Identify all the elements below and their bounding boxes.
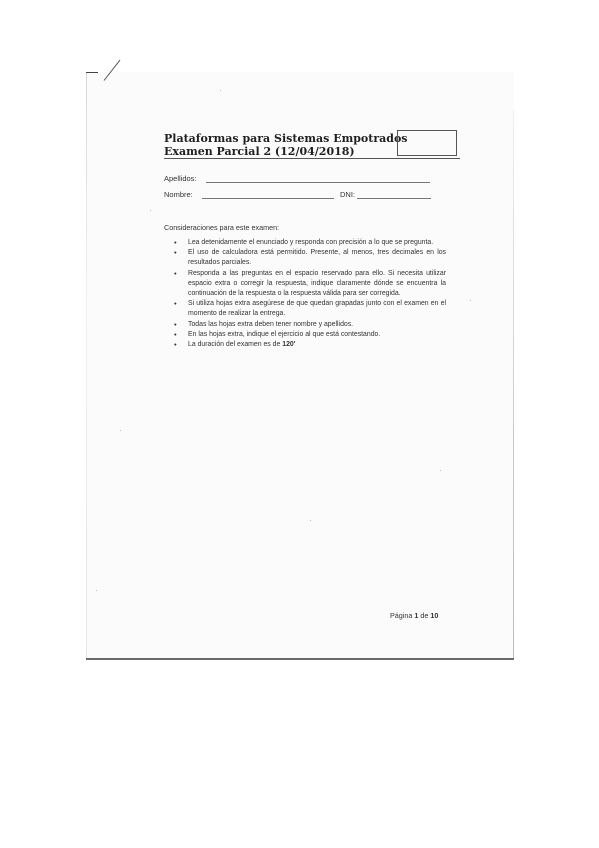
page-total: 10 [430, 611, 439, 620]
page-left-edge [86, 72, 87, 660]
rule-item: • En las hojas extra, indique el ejercicio al que está contestando. [174, 330, 446, 340]
rules-list [174, 238, 446, 350]
rule-item-duration [174, 340, 446, 350]
id-line [357, 198, 431, 199]
corner-mark [86, 72, 98, 73]
scan-speck [96, 590, 97, 591]
considerations-heading: Consideraciones para este examen: [164, 223, 280, 232]
scan-speck [120, 430, 121, 431]
page-of: de [420, 611, 429, 620]
duration-value: 120' [282, 341, 296, 349]
rule-item: • El uso de calculadora está permitido. Presente, al menos, tres decimales en los resultados parciales. [174, 248, 446, 268]
exam-title: Examen Parcial 2 (12/04/2018) [164, 145, 355, 158]
surname-field [164, 174, 197, 183]
page-word: Página [390, 611, 413, 620]
page-current: 1 [414, 611, 419, 620]
scan-speck [310, 520, 311, 521]
name-field [164, 190, 193, 199]
scanned-page [86, 72, 514, 660]
id-label: DNI: [340, 190, 355, 199]
scan-speck [470, 300, 471, 301]
scan-speck [440, 470, 441, 471]
scan-speck [220, 90, 221, 91]
page-bottom-edge [86, 658, 514, 660]
rule-item: • Todas las hojas extra deben tener nombre y apellidos. [174, 320, 446, 330]
surname-label: Apellidos: [164, 174, 197, 183]
exam-title-block [164, 132, 407, 158]
surname-line [206, 182, 430, 183]
rule-item: • Responda a las preguntas en el espacio reservado para ello. Si necesita utilizar espacio extra o corregir la respuesta, indique claramente dónde se encuentra la continuación de la respuesta o la respuesta válida para ser corregida. [174, 269, 446, 300]
page-right-edge [513, 110, 514, 658]
name-line [202, 198, 334, 199]
rule-item: • Si utiliza hojas extra asegúrese de que quedan grapadas junto con el examen en el momento de realizar la entrega. [174, 299, 446, 319]
page-number [390, 611, 438, 620]
course-title: Plataformas para Sistemas Empotrados [164, 132, 408, 145]
duration-text: La duración del examen es de [188, 341, 283, 349]
title-underline [164, 158, 460, 159]
grade-box [397, 130, 457, 156]
name-label: Nombre: [164, 190, 193, 199]
scan-speck [150, 210, 151, 211]
rule-item: • Lea detenidamente el enunciado y responda con precisión a lo que se pregunta. [174, 238, 446, 248]
id-field [340, 190, 355, 199]
